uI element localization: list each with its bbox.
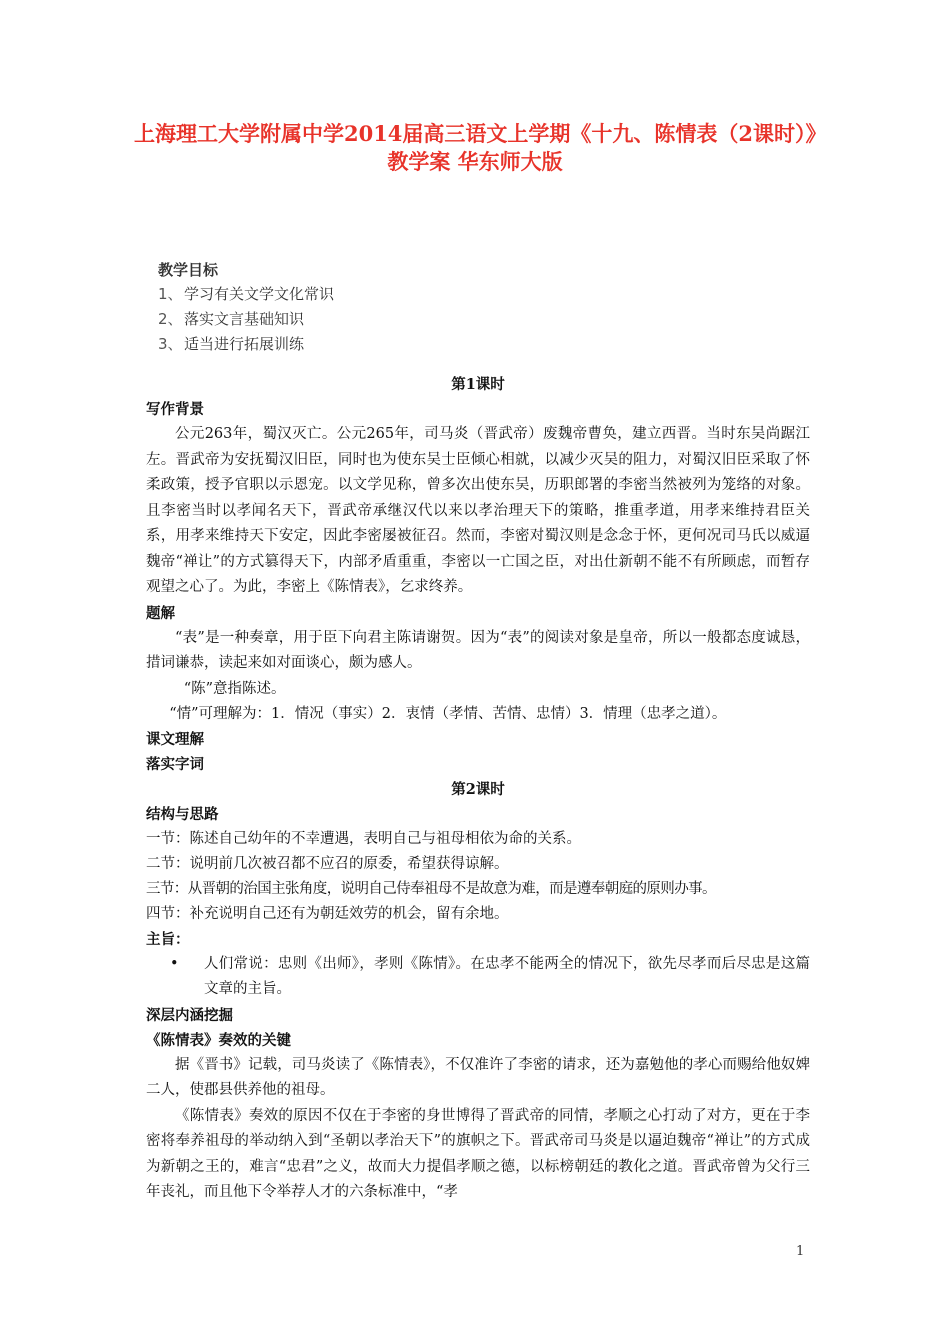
goal-item [158,307,458,332]
key-paragraph: 《陈情表》奏效的原因不仅在于李密的身世博得了晋武帝的同情，孝顺之心打动了对方，更在于李密将奉养祖母的举动纳入到“圣朝以孝治天下”的旗帜之下。晋武帝司马炎是以逼迫魏帝“禅让”的方式成为新朝之王的，难言“忠君”之义，故而大力提倡孝顺之德，以标榜朝廷的教化之道。晋武帝曾为父行三年丧礼，而且他下令举荐人才的六条标准中，“孝 [146,1107,810,1200]
goal-text: 学习有关文学文化常识 [184,285,335,303]
goal-item [158,332,458,357]
goal-number: 2、 [158,310,183,328]
key-paragraph: 据《晋书》记载，司马炎读了《陈情表》，不仅准许了李密的请求，还为嘉勉他的孝心而赐给他奴婢二人，使郡县供养他的祖母。 [146,1056,810,1098]
goal-number: 1、 [158,285,183,303]
lesson2-heading: 第2课时 [451,780,505,798]
teaching-goals [158,258,458,357]
bullet-marker: • [170,955,179,972]
background-paragraph: 公元263年，蜀汉灭亡。公元265年，司马炎（晋武帝）废魏帝曹奂，建立西晋。当时东吴尚踞江左。晋武帝为安抚蜀汉旧臣，同时也为使东吴士臣倾心相就，以减少灭吴的阻力，对蜀汉旧臣采取了怀柔政策，授予官职以示恩宠。以文学见称，曾多次出使东吴，历职郎署的李密当然被列为笼络的对象。且李密当时以孝闻名天下，晋武帝承继汉代以来以孝治理天下的策略，推重孝道，用孝来维持君臣关系，用孝来维持天下安定，因此李密屡被征召。然而，李密对蜀汉则是念念于怀，更何况司马氏以威逼魏帝“禅让”的方式篡得天下，内部矛盾重重，李密以一亡国之臣，对出仕新朝不能不有所顾虑，而暂存观望之心了。为此，李密上《陈情表》，乞求终养。 [146,426,810,595]
tijie-heading: 题解 [146,604,175,622]
page-number: 1 [796,1244,805,1259]
section-line: 四节：补充说明自己还有为朝廷效劳的机会，留有余地。 [146,905,509,922]
theme-text: 人们常说：忠则《出师》，孝则《陈情》。在忠孝不能两全的情况下，欲先尽孝而后尽忠是这篇文章的主旨。 [204,955,810,997]
document-body [146,372,810,1206]
lesson1-heading: 第1课时 [451,376,505,393]
section-line: 二节：说明前几次被召都不应召的原委，希望获得谅解。 [146,855,509,872]
tijie-qing-line: “情”可理解为：1．情况（事实）2．衷情（孝情、苦情、忠情）3．情理（忠孝之道）。 [169,705,727,722]
structure-heading: 结构与思路 [146,805,219,823]
kewen-heading: 课文理解 [146,730,204,748]
tijie-chen-line: “陈”意指陈述。 [183,680,286,697]
section-line: 一节：陈述自己幼年的不幸遭遇，表明自己与祖母相依为命的关系。 [146,830,581,847]
background-heading: 写作背景 [146,401,204,418]
document-title: 上海理工大学附属中学2014届高三语文上学期《十九、陈情表（2课时）》教学案 华东师大版 [133,121,817,174]
goal-text: 落实文言基础知识 [184,310,305,328]
key-heading: 《陈情表》奏效的关键 [146,1031,291,1049]
goal-item [158,282,458,307]
section-line: 三节：从晋朝的治国主张角度，说明自己侍奉祖母不是故意为难，而是遵奉朝庭的原则办事。 [146,880,716,897]
goals-heading: 教学目标 [158,261,219,279]
luoshi-heading: 落实字词 [146,755,204,773]
theme-bullet-item [146,952,810,1003]
deep-heading: 深层内涵挖掘 [146,1006,233,1024]
theme-heading: 主旨： [146,930,190,948]
goal-text: 适当进行拓展训练 [184,335,305,353]
goal-number: 3、 [158,335,183,353]
tijie-paragraph: “表”是一种奏章，用于臣下向君主陈请谢贺。因为“表”的阅读对象是皇帝，所以一般都态度诚恳，措词谦恭，读起来如对面谈心，颇为感人。 [146,629,810,671]
